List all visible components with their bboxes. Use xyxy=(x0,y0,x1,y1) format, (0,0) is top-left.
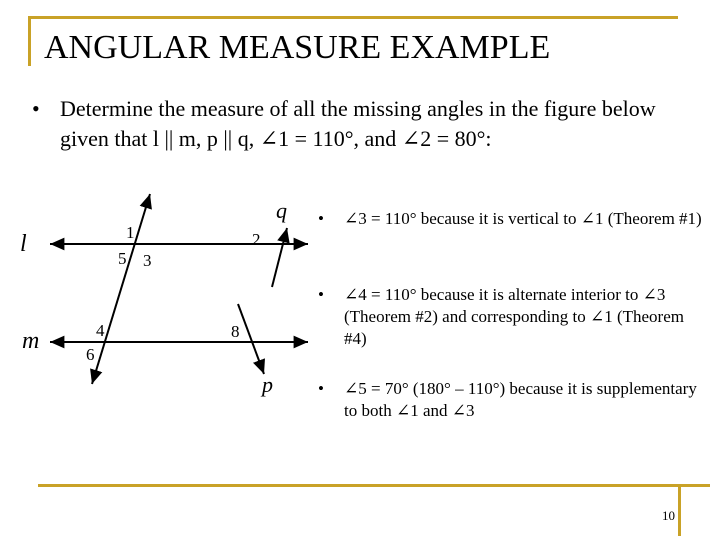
label-line-l: l xyxy=(20,231,27,257)
label-angle-8: 8 xyxy=(231,322,240,341)
label-angle-6: 6 xyxy=(86,345,95,364)
label-line-m: m xyxy=(22,328,40,354)
label-angle-4: 4 xyxy=(96,321,105,340)
main-bullet-text: Determine the measure of all the missing angles in the figure below given that l || m, p || q, ∠1 = 110°, and ∠2 = 80°: xyxy=(60,96,656,151)
label-angle-5: 5 xyxy=(118,249,127,268)
side-bullet-angle-4 xyxy=(318,284,708,354)
line-p xyxy=(238,304,264,374)
bullet-dot: • xyxy=(318,285,324,304)
bullet-dot: • xyxy=(318,209,324,228)
page-number: 10 xyxy=(662,508,675,523)
side-bullet-angle-5 xyxy=(318,378,708,426)
label-angle-2: 2 xyxy=(252,230,261,249)
slide-title: ANGULAR MEASURE EXAMPLE xyxy=(44,29,551,66)
line-q xyxy=(272,228,287,287)
side-bullet-text: ∠4 = 110° because it is alternate interior to ∠3 (Theorem #2) and corresponding to ∠1 (Theorem #4) xyxy=(344,285,684,348)
label-line-p: p xyxy=(262,372,273,397)
side-bullet-text: ∠5 = 70° (180° – 110°) because it is supplementary to both ∠1 and ∠3 xyxy=(344,379,697,420)
side-bullet-text: ∠3 = 110° because it is vertical to ∠1 (Theorem #1) xyxy=(344,209,702,228)
side-bullet-angle-3 xyxy=(318,208,708,256)
label-angle-1: 1 xyxy=(126,223,135,242)
label-line-q: q xyxy=(276,198,287,223)
bullet-dot: • xyxy=(318,379,324,398)
label-angle-3: 3 xyxy=(143,251,152,270)
transversal-left xyxy=(92,194,150,384)
bullet-dot: • xyxy=(32,96,40,121)
